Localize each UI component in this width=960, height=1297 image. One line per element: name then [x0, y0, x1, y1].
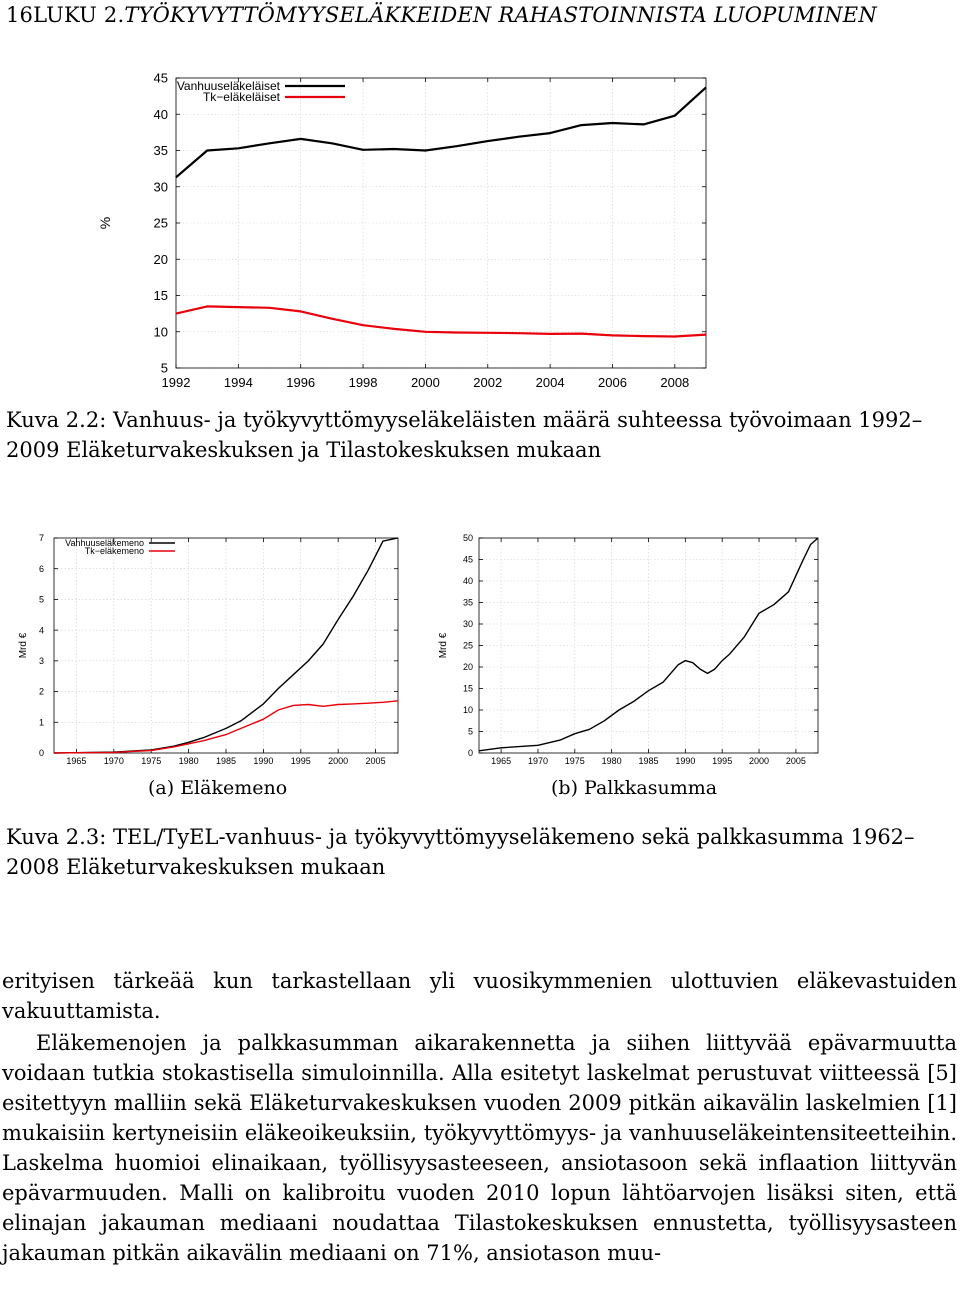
x-tick-label: 1990	[253, 756, 274, 766]
y-tick-label: 2	[38, 686, 44, 697]
y-tick-label: 35	[462, 597, 473, 608]
subcaption-b: (b) Palkkasumma	[551, 777, 718, 799]
chart-wage-sum	[434, 524, 830, 772]
y-tick-label: 6	[38, 563, 44, 574]
legend-label-1: Tk−eläkemeno	[84, 546, 144, 557]
x-tick-label: 2000	[749, 756, 770, 766]
figure-caption-2-2: Kuva 2.2: Vanhuus- ja työkyvyttömyyseläkeläisten määrä suhteessa työvoimaan 1992–2009 Eläketurvakeskuksen ja Tilastokeskuksen mukaan	[6, 408, 923, 462]
subcaption-a: (a) Eläkemeno	[148, 777, 288, 799]
y-tick-label: 45	[153, 70, 168, 86]
x-tick-label: 1980	[178, 756, 199, 766]
x-tick-label: 1985	[215, 756, 237, 766]
y-tick-label: 45	[462, 554, 473, 565]
x-tick-label: 1965	[66, 756, 87, 766]
x-tick-label: 2000	[328, 756, 349, 766]
y-tick-label: 40	[462, 576, 473, 587]
x-tick-label: 2005	[785, 756, 806, 766]
y-tick-label: 10	[462, 705, 473, 716]
body-paragraph-2: Eläkemenojen ja palkkasumman aikarakennetta ja siihen liittyvää epävarmuutta voidaan tutkia stokastisella simuloinnilla. Alla esitetyt laskelmat perustuvat viitteessä [5] esitettyyn malliin sekä Eläketurvakeskuksen vuoden 2009 pitkän aikavälin laskelmien [1] mukaisiin kertyneisiin eläkeoikeuksiin, työkyvyttömyys- ja vanhuuseläkeintensiteetteihin. Laskelma huomioi elinaikaan, työllisyysasteeseen, ansiotasoon sekä inflaation liittyvän epävarmuuden. Malli on kalibroitu vuoden 2010 lopun lähtöarvojen lisäksi siten, että elinajan jakauman mediaani noudattaa Tilastokeskuksen ennustetta, työllisyysasteen jakauman pitkän aikavälin mediaani on 71%, ansiotason muu-	[2, 1031, 957, 1265]
chart-pension-expenditure	[14, 524, 414, 772]
y-axis-label: Mrd €	[438, 632, 449, 659]
legend-label-1: Tk−eläkeläiset	[202, 90, 280, 105]
y-tick-label: 20	[462, 662, 473, 673]
y-tick-label: 7	[38, 533, 44, 544]
y-tick-label: 3	[38, 656, 44, 667]
y-tick-label: 0	[467, 748, 473, 759]
x-tick-label: 2005	[365, 756, 386, 766]
y-tick-label: 35	[153, 143, 168, 159]
x-tick-label: 1996	[286, 375, 316, 390]
chart-pensioners-ratio	[96, 62, 716, 392]
y-tick-label: 15	[153, 288, 168, 304]
legend-label-0: Vanhuuseläkeläiset	[176, 79, 280, 94]
x-tick-label: 1985	[638, 756, 659, 766]
y-tick-label: 5	[38, 594, 44, 605]
y-tick-label: 40	[153, 106, 168, 122]
x-tick-label: 1975	[564, 756, 585, 766]
y-tick-label: 10	[153, 324, 168, 340]
x-tick-label: 2004	[535, 375, 565, 390]
x-tick-label: 2008	[660, 375, 690, 390]
x-tick-label: 1975	[141, 756, 162, 766]
series-line-1	[176, 306, 706, 336]
y-tick-label: 50	[462, 533, 473, 544]
y-tick-label: 5	[467, 726, 473, 737]
y-tick-label: 15	[462, 683, 473, 694]
x-tick-label: 1998	[348, 375, 378, 390]
x-tick-label: 1990	[675, 756, 696, 766]
x-tick-label: 1970	[527, 756, 548, 766]
y-axis-label: %	[97, 216, 113, 230]
y-tick-label: 25	[153, 215, 168, 231]
x-tick-label: 2002	[473, 375, 503, 390]
y-tick-label: 20	[153, 251, 168, 267]
x-tick-label: 1980	[601, 756, 622, 766]
y-tick-label: 1	[38, 717, 44, 728]
y-tick-label: 25	[462, 640, 473, 651]
plot-frame	[176, 78, 706, 368]
x-tick-label: 1995	[712, 756, 733, 766]
x-tick-label: 2006	[598, 375, 627, 390]
y-tick-label: 5	[160, 360, 168, 376]
y-tick-label: 4	[38, 625, 44, 636]
chapter-title: TYÖKYVYTTÖMYYSELÄKKEIDEN RAHASTOINNISTA LUOPUMINEN	[124, 3, 877, 27]
x-tick-label: 1992	[161, 375, 191, 390]
running-header	[6, 3, 877, 27]
figure-caption-2-3: Kuva 2.3: TEL/TyEL-vanhuus- ja työkyvyttömyyseläkemeno sekä palkkasumma 1962–2008 Eläketurvakeskuksen mukaan	[6, 825, 915, 879]
y-tick-label: 30	[153, 179, 168, 195]
x-tick-label: 1994	[223, 375, 253, 390]
x-tick-label: 1970	[103, 756, 124, 766]
y-tick-label: 30	[462, 619, 473, 630]
body-paragraph-1: erityisen tärkeää kun tarkastellaan yli vuosikymmenien ulottuvien eläkevastuiden vakuuttamista.	[2, 969, 957, 1023]
legend-label-0: Vanhuuseläkemeno	[65, 538, 144, 549]
x-tick-label: 1995	[290, 756, 311, 766]
y-axis-label: Mrd €	[18, 632, 29, 659]
chapter-label: 16LUKU 2.	[6, 3, 125, 27]
x-tick-label: 2000	[410, 375, 440, 390]
y-tick-label: 0	[38, 748, 44, 759]
x-tick-label: 1965	[491, 756, 512, 766]
